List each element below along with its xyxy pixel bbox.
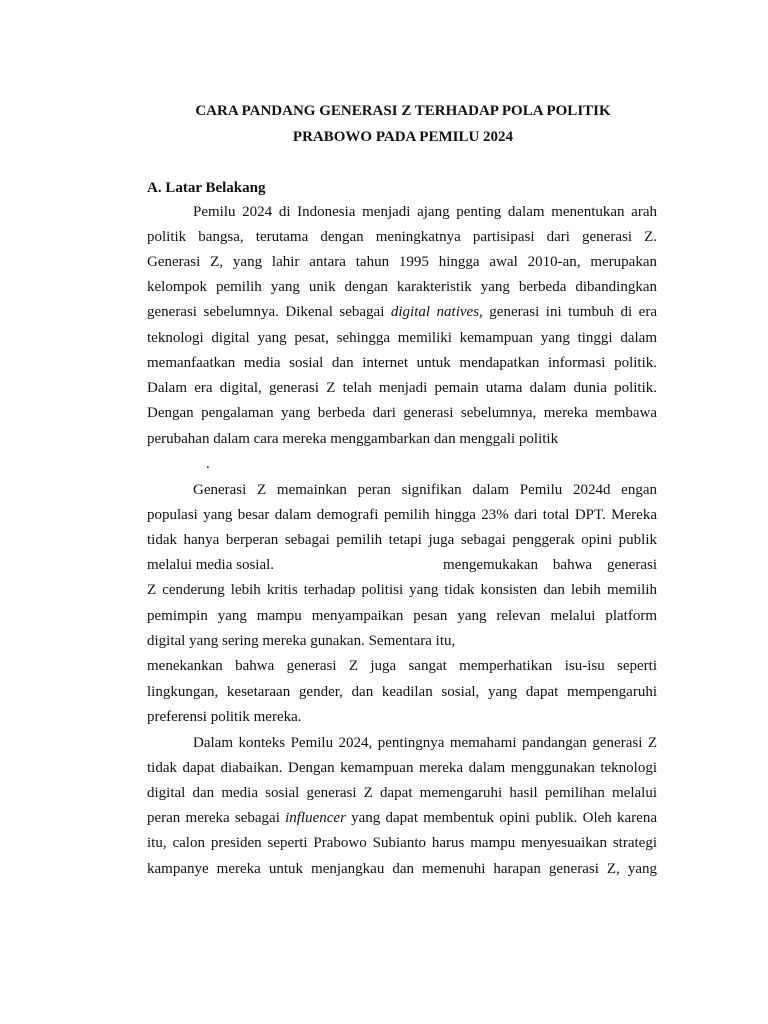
paragraph-2-line: Z cenderung lebih kritis terhadap politisi yang tidak konsisten dan lebih memilih	[147, 582, 657, 598]
paragraph-1-line	[147, 300, 657, 325]
text-run: generasi sebelumnya. Dikenal sebagai	[147, 304, 391, 320]
document-title-line-2: PRABOWO PADA PEMILU 2024	[292, 129, 514, 145]
paragraph-2-line: melalui media sosial.	[147, 557, 275, 573]
paragraph-2-line: tidak hanya berperan sebagai pemilih tetapi juga sebagai penggerak opini publik	[147, 532, 657, 548]
paragraph-3-line: tidak dapat diabaikan. Dengan kemampuan mereka dalam menggunakan teknologi	[147, 760, 657, 776]
section-heading: A. Latar Belakang	[147, 180, 266, 196]
paragraph-3-line: itu, calon presiden seperti Prabowo Subianto harus mampu menyesuaikan strategi	[147, 835, 657, 851]
paragraph-1-line: teknologi digital yang pesat, sehingga memiliki kemampuan yang tinggi dalam	[147, 330, 657, 346]
paragraph-2-line: digital yang sering mereka gunakan. Sementara itu,	[147, 633, 456, 649]
paragraph-2-line-tail: mengemukakan bahwa generasi	[443, 557, 657, 573]
paragraph-1-line: memanfaatkan media sosial dan internet untuk mendapatkan informasi politik.	[147, 355, 657, 371]
paragraph-1-line: Generasi Z, yang lahir antara tahun 1995 hingga awal 2010-an, merupakan	[147, 254, 657, 270]
paragraph-2-line: Generasi Z memainkan peran signifikan dalam Pemilu 2024d engan	[193, 482, 657, 498]
document-title-line-1: CARA PANDANG GENERASI Z TERHADAP POLA POLITIK	[195, 103, 611, 119]
paragraph-2-line: menekankan bahwa generasi Z juga sangat memperhatikan isu-isu seperti	[147, 658, 657, 674]
paragraph-1-line: perubahan dalam cara mereka menggambarkan dan menggali politik	[147, 431, 559, 447]
paragraph-3-line: Dalam konteks Pemilu 2024, pentingnya memahami pandangan generasi Z	[193, 735, 657, 751]
paragraph-1-line: Dalam era digital, generasi Z telah menjadi pemain utama dalam dunia politik.	[147, 380, 657, 396]
paragraph-3-line	[147, 806, 657, 831]
paragraph-2-line: preferensi politik mereka.	[147, 709, 302, 725]
text-run: , generasi ini tumbuh di era	[479, 304, 657, 320]
text-run: yang dapat membentuk opini publik. Oleh karena	[345, 810, 657, 826]
paragraph-1-line: politik bangsa, terutama dengan meningkatnya partisipasi dari generasi Z.	[147, 229, 657, 245]
italic-term: influencer	[285, 810, 346, 826]
paragraph-3-line: digital dan media sosial generasi Z dapat memengaruhi hasil pemilihan melalui	[147, 785, 657, 801]
paragraph-1-period: .	[206, 456, 210, 472]
paragraph-2-line: lingkungan, kesetaraan gender, dan keadilan sosial, yang dapat mempengaruhi	[147, 684, 657, 700]
paragraph-1-line: Dengan pengalaman yang berbeda dari generasi sebelumnya, mereka membawa	[147, 405, 657, 421]
italic-term: digital natives	[390, 304, 480, 320]
paragraph-1-line: Pemilu 2024 di Indonesia menjadi ajang penting dalam menentukan arah	[193, 204, 657, 220]
paragraph-2-line: populasi yang besar dalam demografi pemilih hingga 23% dari total DPT. Mereka	[147, 507, 657, 523]
paragraph-2-line: pemimpin yang mampu menyampaikan pesan yang relevan melalui platform	[147, 608, 657, 624]
paragraph-1-line: kelompok pemilih yang unik dengan karakteristik yang berbeda dibandingkan	[147, 279, 657, 295]
text-run: peran mereka sebagai	[147, 810, 286, 826]
paragraph-3-line: kampanye mereka untuk menjangkau dan memenuhi harapan generasi Z, yang	[147, 861, 657, 877]
